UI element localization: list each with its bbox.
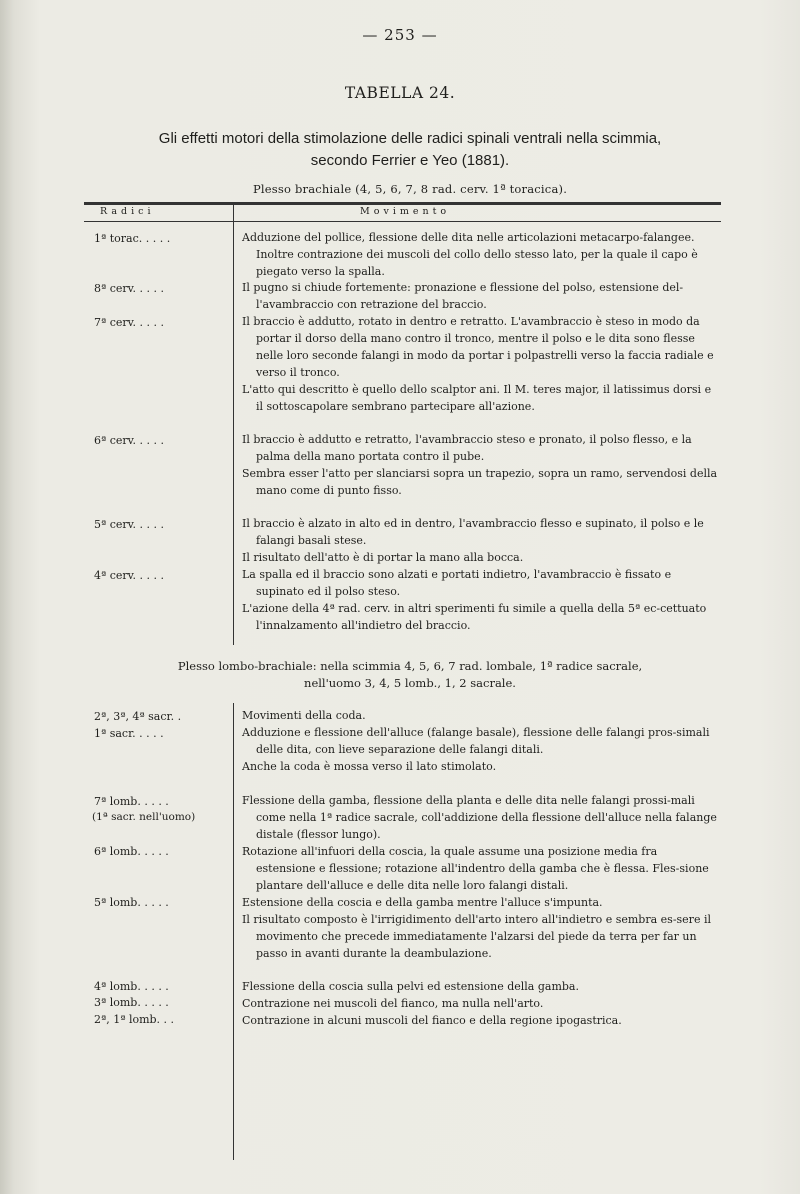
movement-entry (242, 314, 720, 432)
section2-title (90, 658, 730, 692)
heading-line-2: secondo Ferrier e Yeo (1881). (310, 152, 510, 169)
movement-text: Il pugno si chiude fortemente: pronazione e flessione del polso, estensione del-l'avambraccio con retrazione del braccio. (242, 281, 684, 311)
movement-text: Adduzione e flessione dell'alluce (falange basale), flessione delle falangi pros-simali delle dita, con lieve separazione delle falangi ditali. (242, 726, 710, 756)
movement-entry (242, 996, 720, 1013)
root-label: 7ª cerv. . . . . (94, 316, 165, 329)
table-heading (40, 128, 780, 172)
movement-column-2 (242, 708, 720, 1030)
section1-title: Plesso brachiale (4, 5, 6, 7, 8 rad. cerv. 1ª toracica). (252, 182, 568, 196)
root-label: 5ª lomb. . . . . (94, 896, 169, 909)
movement-text: La spalla ed il braccio sono alzati e portati indietro, l'avambraccio è fissato e supinato ed il polso steso. (242, 568, 672, 598)
page-number: — 253 — (362, 26, 438, 44)
movement-text: Flessione della coscia sulla pelvi ed estensione della gamba. (242, 980, 579, 993)
movement-entry (242, 793, 720, 844)
movement-entry (242, 895, 720, 979)
movement-entry (242, 979, 720, 996)
column-divider-1 (233, 205, 234, 645)
movement-text: Il braccio è addutto, rotato in dentro e retratto. L'avambraccio è steso in modo da portar il dorso della mano contro il tronco, mentre il polso e le dita sono flesse nelle loro seconde falangi in modo da portar i polpastrelli verso la faccia radiale e verso il tronco. (242, 315, 714, 379)
root-label: 2ª, 3ª, 4ª sacr. . (94, 710, 182, 723)
movement-entry (242, 844, 720, 895)
movement-text: Sembra esser l'atto per slanciarsi sopra un trapezio, sopra un ramo, servendosi della mano come di punto fisso. (242, 466, 718, 497)
movement-entry (242, 516, 720, 567)
movement-text: Il braccio è alzato in alto ed in dentro, l'avambraccio flesso e supinato, il polso e le falangi basali stese. (242, 517, 704, 547)
root-label: 8ª cerv. . . . . (94, 282, 165, 295)
movement-text: Il risultato composto è l'irrigidimento dell'arto intero all'indietro e sembra es-sere il movimento che precede immediatamente l'alzarsi del piede da terra per far un passo in avanti durante la deambulazione. (242, 912, 711, 960)
movement-text: Rotazione all'infuori della coscia, la quale assume una posizione media fra estensione e flessione; rotazione all'indentro della gamba che è flessa. Fles-sione plantare dell'alluce e delle dita nelle loro falangi distali. (242, 845, 709, 892)
root-label: 1ª sacr. . . . . (94, 727, 164, 740)
table-top-rule (84, 202, 721, 205)
root-label: 4ª lomb. . . . . (94, 980, 169, 993)
movement-text: L'atto qui descritto è quello dello scalptor ani. Il M. teres major, il latissimus dorsi e il sottoscapolare sembrano partecipare all'azione. (242, 382, 712, 413)
movement-text: Il risultato dell'atto è di portar la mano alla bocca. (242, 550, 524, 564)
root-label: 6ª lomb. . . . . (94, 845, 169, 858)
movement-text: Estensione della coscia e della gamba mentre l'alluce s'impunta. (242, 896, 603, 909)
movement-text: Contrazione nei muscoli del fianco, ma nulla nell'arto. (242, 997, 544, 1010)
root-label: 4ª cerv. . . . . (94, 569, 165, 582)
table-title: TABELLA 24. (344, 84, 456, 102)
movement-text: Il braccio è addutto e retratto, l'avambraccio steso e pronato, il polso flesso, e la palma della mano portata contro il pube. (242, 433, 692, 463)
table-header-rule (84, 221, 721, 222)
root-label-note: (1ª sacr. nell'uomo) (92, 811, 196, 823)
section2-title-line-2: nell'uomo 3, 4, 5 lomb., 1, 2 sacrale. (304, 676, 516, 690)
column-header-roots: Radici (100, 206, 155, 217)
movement-text: Flessione della gamba, flessione della planta e delle dita nelle falangi prossi-mali come nella 1ª radice sacrale, coll'addizione della flessione dell'alluce nella falange distale (flessor lungo). (242, 794, 717, 841)
movement-entry (242, 230, 720, 280)
column-divider-2 (233, 703, 234, 1160)
root-label: 5ª cerv. . . . . (94, 518, 165, 531)
heading-line-1: Gli effetti motori della stimolazione delle radici spinali ventrali nella scimmia, (158, 130, 662, 147)
movement-text: L'azione della 4ª rad. cerv. in altri sperimenti fu simile a quella della 5ª ec-cettuato l'innalzamento all'indietro del braccio. (242, 601, 707, 632)
movement-entry (242, 725, 720, 793)
column-header-movement: Movimento (360, 206, 451, 217)
movement-entry (242, 1013, 720, 1030)
root-label: 3ª lomb. . . . . (94, 996, 169, 1009)
movement-entry (242, 567, 720, 635)
section2-title-line-1: Plesso lombo-brachiale: nella scimmia 4, 5, 6, 7 rad. lombale, 1ª radice sacrale, (177, 659, 643, 673)
movement-text: Contrazione in alcuni muscoli del fianco e della regione ipogastrica. (242, 1014, 622, 1027)
movement-column-1 (242, 230, 720, 635)
movement-entry (242, 708, 720, 725)
movement-entry (242, 280, 720, 314)
root-label: 7ª lomb. . . . . (94, 795, 169, 808)
root-label: 1ª torac. . . . . (94, 232, 171, 245)
movement-text: Movimenti della coda. (242, 709, 366, 722)
movement-text: Anche la coda è mossa verso il lato stimolato. (242, 759, 497, 773)
root-label: 6ª cerv. . . . . (94, 434, 165, 447)
movement-text: Adduzione del pollice, flessione delle dita nelle articolazioni metacarpo-falangee. Inoltre contrazione dei muscoli del collo dello stesso lato, per la quale il capo è piegato verso la spalla. (242, 231, 698, 278)
movement-entry (242, 432, 720, 516)
root-label: 2ª, 1ª lomb. . . (94, 1013, 175, 1026)
